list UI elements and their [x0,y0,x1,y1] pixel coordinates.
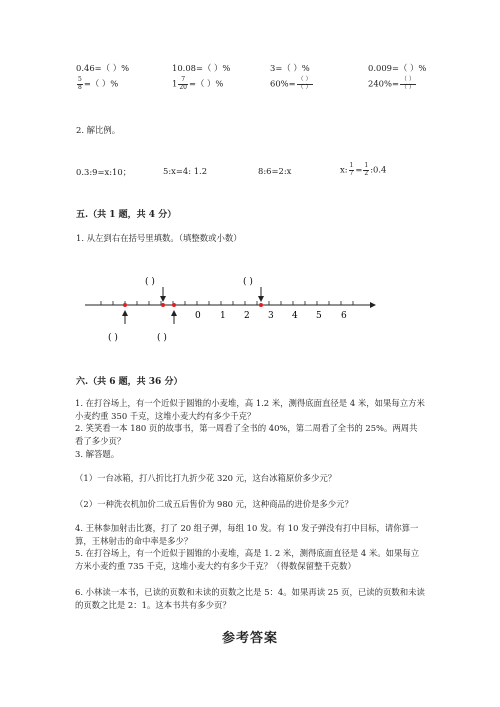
percent-conv-2: 10.08=（ ）% [172,63,231,73]
point-c [172,303,176,307]
answers-title: 参考答案 [221,631,278,646]
tick-label-4: 4 [292,311,298,321]
fraction-conv-4: 240%= $\frac{( )}{( )}$ [368,76,415,91]
question-solve-ratio: 2. 解比例。 [76,125,121,135]
section-6-question-3b: （2）一种洗衣机加价二成五后售价为 980 元，这种商品的进价是多少元？ [75,499,353,509]
section-6-question-2: 2. 笑笑看一本 180 页的故事书，第一周看了全书的 40%，第二周看了全书的 25%。两周共看了多少页？ [75,423,418,446]
section-5-title: 五.（共 1 题，共 4 分） [76,210,177,220]
percent-conv-4: 0.009=（ ）% [368,63,427,73]
paren-bottom-right: ( ) [157,333,167,343]
ratio-2: 5:x=4: 1.2 [163,166,208,176]
ratio-3: 8:6=2:x [258,166,292,176]
section-5-question-1: 1. 从左到右在括号里填数。（填整数或小数） [76,233,242,243]
paren-bottom-left: ( ) [108,333,118,343]
tick-label-1: 1 [220,311,226,321]
tick-label-6: 6 [341,311,347,321]
section-6-question-5: 5. 在打谷场上，有一个近似于圆锥的小麦堆，高是 1. 2 米，测得底面直径是 4 米。如果每立方米小麦约重 735 千克，这堆小麦大约有多少千克？（得数保留整千克数） [75,548,420,571]
point-b [161,303,165,307]
percent-conv-3: 3=（ ）% [270,63,310,73]
section-6-question-6: 6. 小林读一本书，已读的页数和未读的页数之比是 5：4。如果再读 25 页，已读的页数和未读的页数之比是 2：1。这本书共有多少页？ [75,587,425,610]
number-line [0,260,500,345]
point-d [259,303,263,307]
percent-conv-1: 0.46=（ ）% [76,63,130,73]
section-6-question-3a: （1）一台冰箱，打八折比打九折少花 320 元，这台冰箱原价多少元？ [75,473,337,483]
fraction-conv-2: 1 $\frac{7}{20}$ =（ ）% [172,76,224,91]
section-6-question-1: 1. 在打谷场上，有一个近似于圆锥的小麦堆，高 1.2 米，测得底面直径是 4 米，如果每立方米小麦约重 350 千克，这堆小麦大约有多少千克？ [75,398,425,421]
tick-label-3: 3 [268,311,274,321]
fraction-conv-3: 60%= $\frac{( )}{( )}$ [270,76,312,91]
paren-top-left: ( ) [145,277,155,287]
tick-label-2: 2 [244,311,250,321]
minor-ticks [101,301,353,305]
ratio-1: 0.3:9=x:10； [76,167,132,177]
ratio-4: x: $\frac{1}{7}$ = $\frac{1}{2}$ :0.4 [340,162,387,177]
tick-label-5: 5 [316,311,322,321]
section-6-question-4: 4. 王林参加射击比赛，打了 20 组子弹，每组 10 发。有 10 发子弹没有打中目标，请你算一算，王林射击的命中率是多少？ [75,523,419,546]
section-6-question-3: 3. 解答题。 [75,449,120,459]
point-a [123,303,127,307]
fraction-conv-1: $\frac{5}{8}$ =（ ）% [78,76,119,91]
section-6-title: 六.（共 6 题，共 36 分） [76,377,183,387]
tick-label-0: 0 [195,311,201,321]
paren-top-right: ( ) [243,277,253,287]
